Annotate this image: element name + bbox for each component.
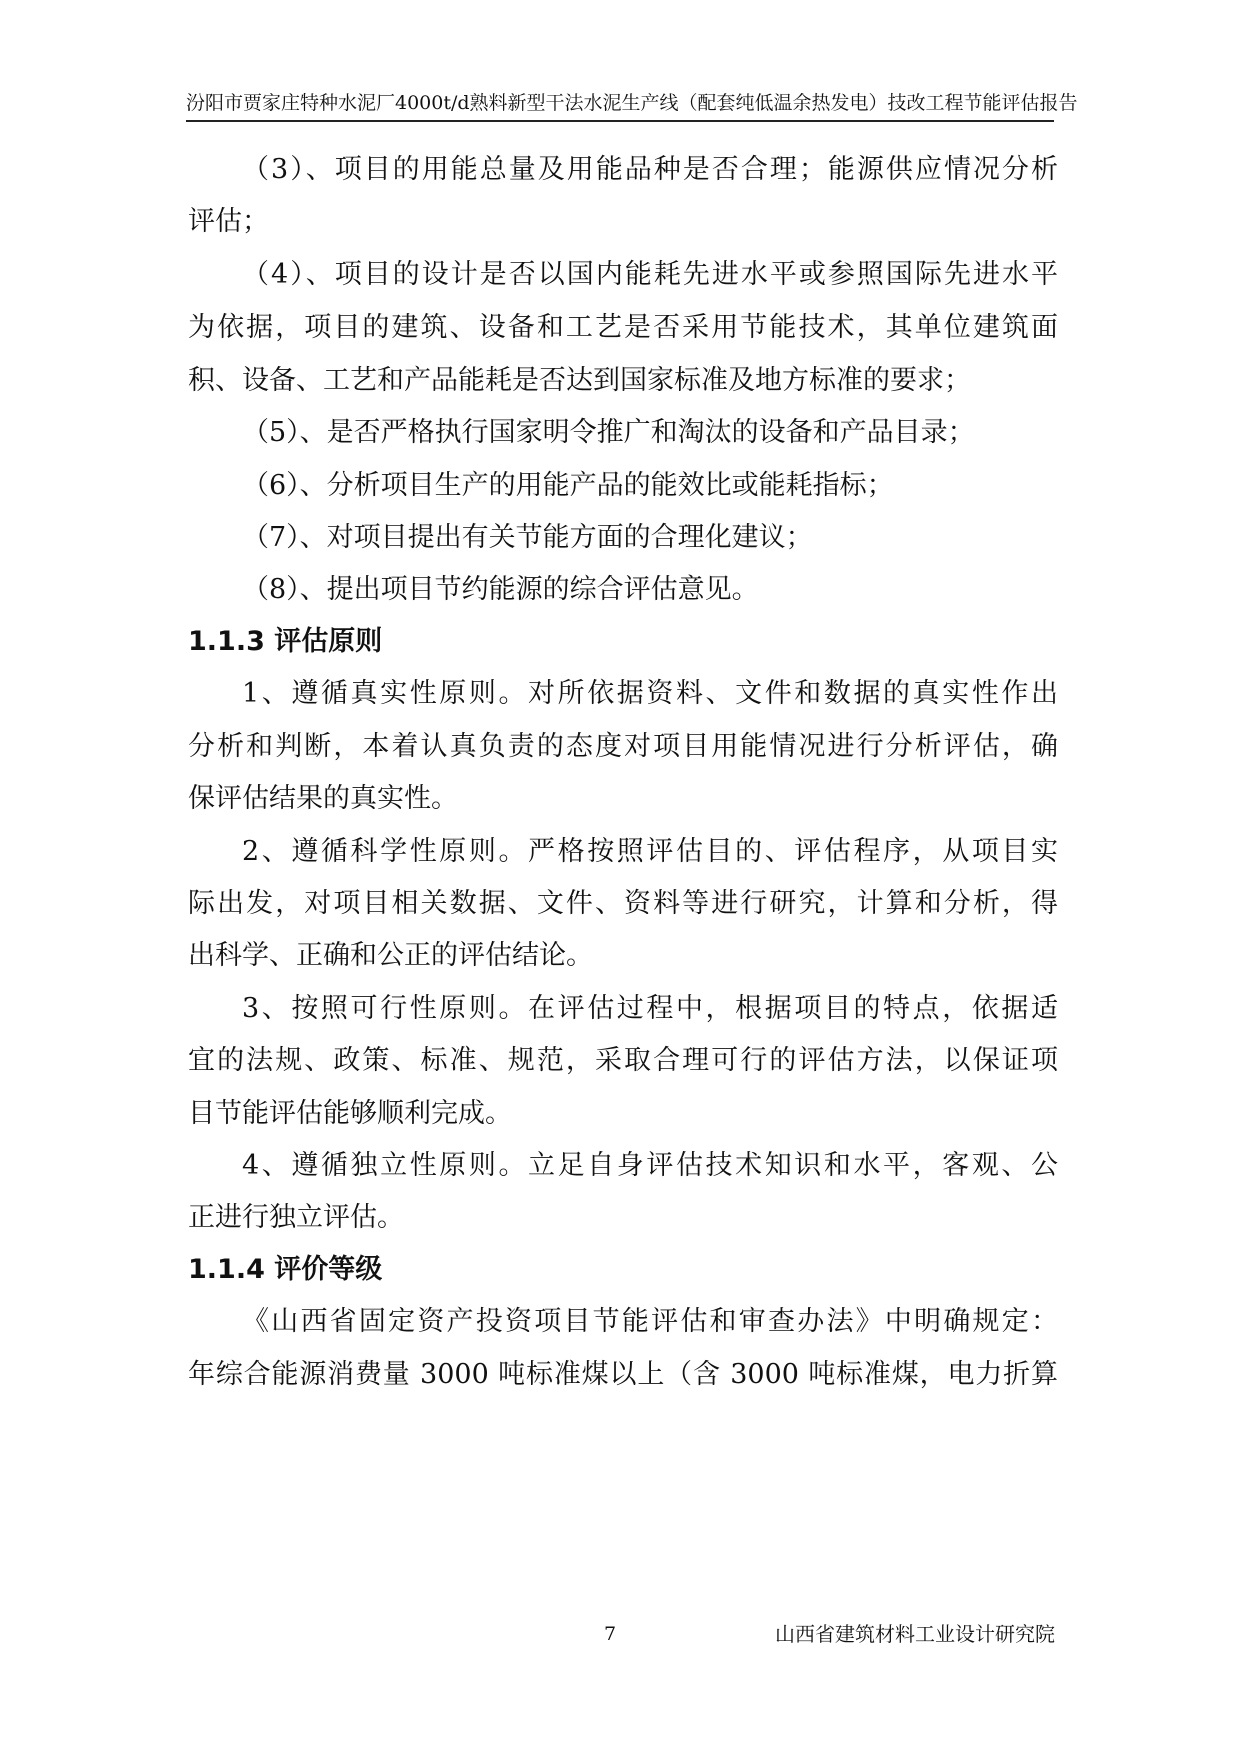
body-line: 正进行独立评估。: [188, 1202, 404, 1233]
body-line: （5）、是否严格执行国家明令推广和淘汰的设备和产品目录；: [242, 417, 975, 448]
body-line: （7）、对项目提出有关节能方面的合理化建议；: [242, 522, 813, 553]
body-line: （6）、分析项目生产的用能产品的能效比或能耗指标；: [242, 470, 894, 501]
body-line: （8）、提出项目节约能源的综合评估意见。: [242, 574, 759, 605]
body-line: 年综合能源消费量 3000 吨标准煤以上（含 3000 吨标准煤，电力折算: [188, 1359, 1058, 1390]
body-line: 4、遵循独立性原则。立足自身评估技术知识和水平，客观、公: [242, 1150, 1058, 1181]
body-line: 2、遵循科学性原则。严格按照评估目的、评估程序，从项目实: [242, 836, 1058, 867]
body-line: （3）、项目的用能总量及用能品种是否合理；能源供应情况分析: [242, 154, 1058, 185]
body-line: 《山西省固定资产投资项目节能评估和审查办法》中明确规定：: [242, 1306, 1058, 1337]
body-line: （4）、项目的设计是否以国内能耗先进水平或参照国际先进水平: [242, 259, 1058, 290]
body-line: 1、遵循真实性原则。对所依据资料、文件和数据的真实性作出: [242, 678, 1058, 709]
body-line: 为依据，项目的建筑、设备和工艺是否采用节能技术，其单位建筑面: [188, 312, 1058, 343]
running-header: 汾阳市贾家庄特种水泥厂4000t/d熟料新型干法水泥生产线（配套纯低温余热发电）技改工程节能评估报告: [186, 86, 1054, 122]
footer-organization: 山西省建筑材料工业设计研究院: [775, 1622, 1055, 1646]
page-number: 7: [604, 1623, 617, 1645]
body-line: 分析和判断，本着认真负责的态度对项目用能情况进行分析评估，确: [188, 731, 1058, 762]
body-line: 积、设备、工艺和产品能耗是否达到国家标准及地方标准的要求；: [188, 365, 971, 396]
section-heading-1-1-3: 1.1.3 评估原则: [188, 626, 383, 657]
body-line: 评估；: [188, 206, 269, 237]
body-line: 3、按照可行性原则。在评估过程中，根据项目的特点，依据适: [242, 993, 1058, 1024]
body-line: 际出发，对项目相关数据、文件、资料等进行研究，计算和分析，得: [188, 888, 1058, 919]
body-line: 保评估结果的真实性。: [188, 783, 458, 814]
body-line: 出科学、正确和公正的评估结论。: [188, 940, 593, 971]
body-line: 目节能评估能够顺利完成。: [188, 1098, 512, 1129]
section-heading-1-1-4: 1.1.4 评价等级: [188, 1254, 383, 1285]
body-line: 宜的法规、政策、标准、规范，采取合理可行的评估方法，以保证项: [188, 1045, 1058, 1076]
